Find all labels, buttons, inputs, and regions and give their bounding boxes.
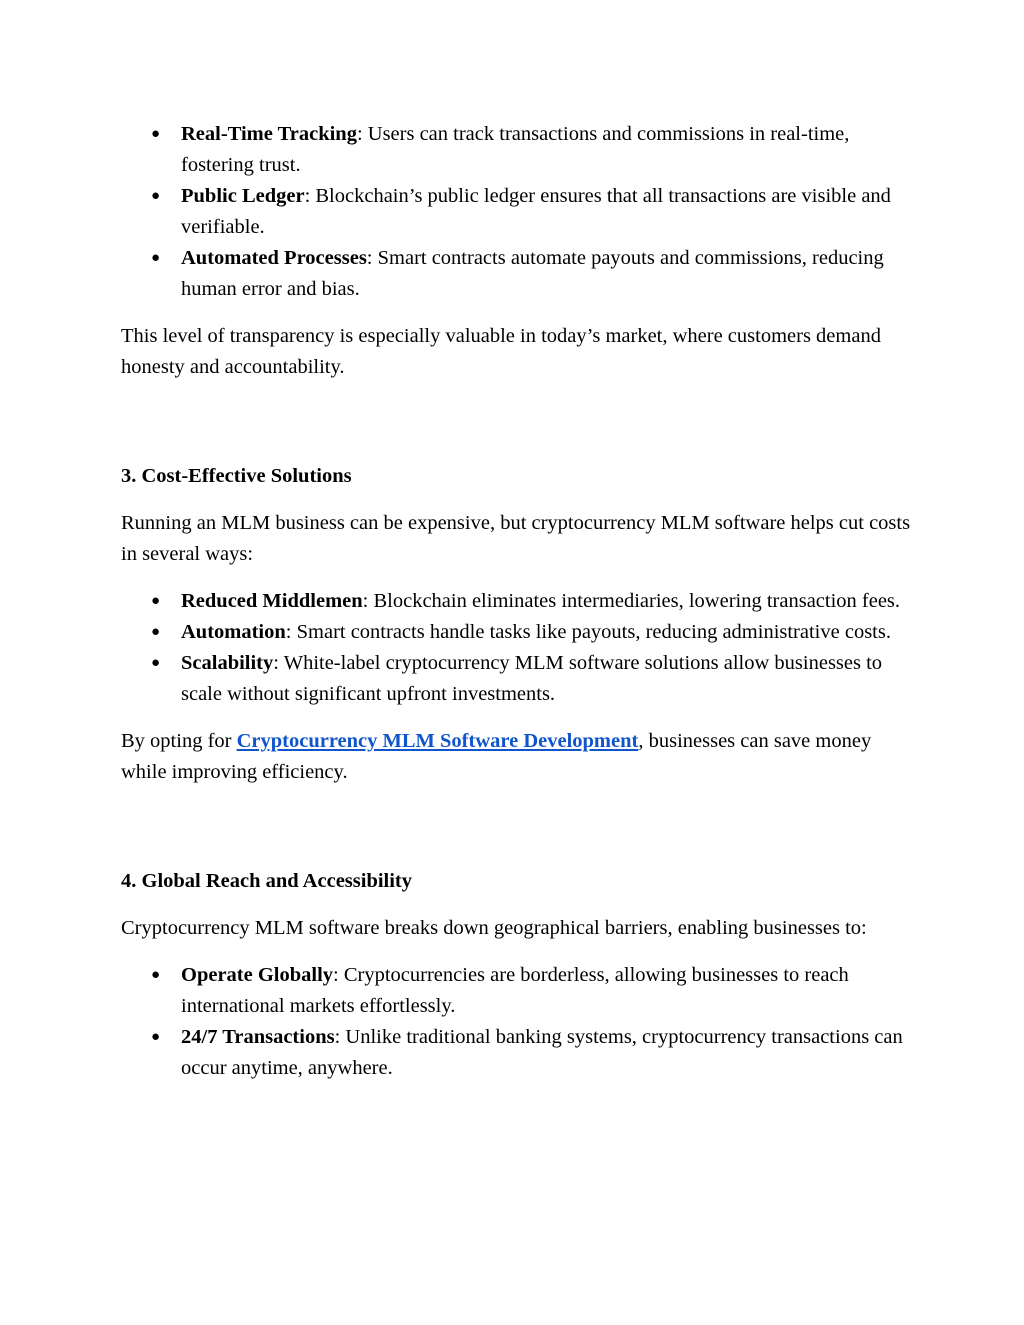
closing-text-after: , businesses can save money while improving efficiency. [121, 730, 872, 783]
mlm-development-link[interactable]: Cryptocurrency MLM Software Development [236, 730, 639, 752]
list-item-term: Automation [181, 621, 286, 643]
list-item-text: : White-label cryptocurrency MLM software solutions allow businesses to scale without significant upfront investments. [181, 652, 883, 705]
list-item-text: : Users can track transactions and commissions in real-time, fostering trust. [181, 123, 850, 176]
bullet-icon: ● [151, 624, 161, 640]
cost-bullet-list [121, 586, 911, 710]
list-item [151, 960, 911, 1022]
list-item-term: Public Ledger [181, 185, 305, 207]
section-heading-cost: 3. Cost-Effective Solutions [121, 465, 352, 487]
bullet-icon: ● [151, 655, 161, 671]
list-item [151, 243, 911, 305]
list-item [151, 648, 911, 710]
transparency-bullet-list [121, 119, 911, 305]
list-item-text: : Cryptocurrencies are borderless, allowing businesses to reach international markets effortlessly. [181, 964, 849, 1017]
bullet-icon: ● [151, 126, 161, 142]
list-item-term: Operate Globally [181, 964, 334, 986]
bullet-icon: ● [151, 188, 161, 204]
transparency-paragraph: This level of transparency is especially valuable in today’s market, where customers demand honesty and accountability. [121, 325, 881, 378]
list-item-term: 24/7 Transactions [181, 1026, 335, 1048]
list-item-term: Scalability [181, 652, 274, 674]
closing-text-before: By opting for [121, 730, 237, 752]
cost-closing-paragraph [121, 726, 911, 788]
bullet-icon: ● [151, 1029, 161, 1045]
list-item-text: : Smart contracts automate payouts and commissions, reducing human error and bias. [181, 247, 884, 300]
list-item-text: : Smart contracts handle tasks like payouts, reducing administrative costs. [285, 621, 891, 643]
list-item [151, 586, 911, 617]
cost-intro-paragraph: Running an MLM business can be expensive, but cryptocurrency MLM software helps cut costs in several ways: [121, 512, 911, 565]
list-item-term: Reduced Middlemen [181, 590, 363, 612]
document-page [121, 119, 911, 1084]
global-bullet-list [121, 960, 911, 1084]
bullet-icon: ● [151, 593, 161, 609]
list-item-text: : Unlike traditional banking systems, cryptocurrency transactions can occur anytime, anywhere. [181, 1026, 903, 1079]
list-item [151, 617, 911, 648]
list-item-text: : Blockchain’s public ledger ensures that all transactions are visible and verifiable. [181, 185, 891, 238]
bullet-icon: ● [151, 250, 161, 266]
list-item-term: Real-Time Tracking [181, 123, 357, 145]
list-item-term: Automated Processes [181, 247, 367, 269]
bullet-icon: ● [151, 967, 161, 983]
global-intro-paragraph: Cryptocurrency MLM software breaks down geographical barriers, enabling businesses to: [121, 917, 867, 939]
list-item [151, 1022, 911, 1084]
section-heading-global: 4. Global Reach and Accessibility [121, 870, 413, 892]
list-item-text: : Blockchain eliminates intermediaries, lowering transaction fees. [362, 590, 901, 612]
list-item [151, 119, 911, 181]
list-item [151, 181, 911, 243]
